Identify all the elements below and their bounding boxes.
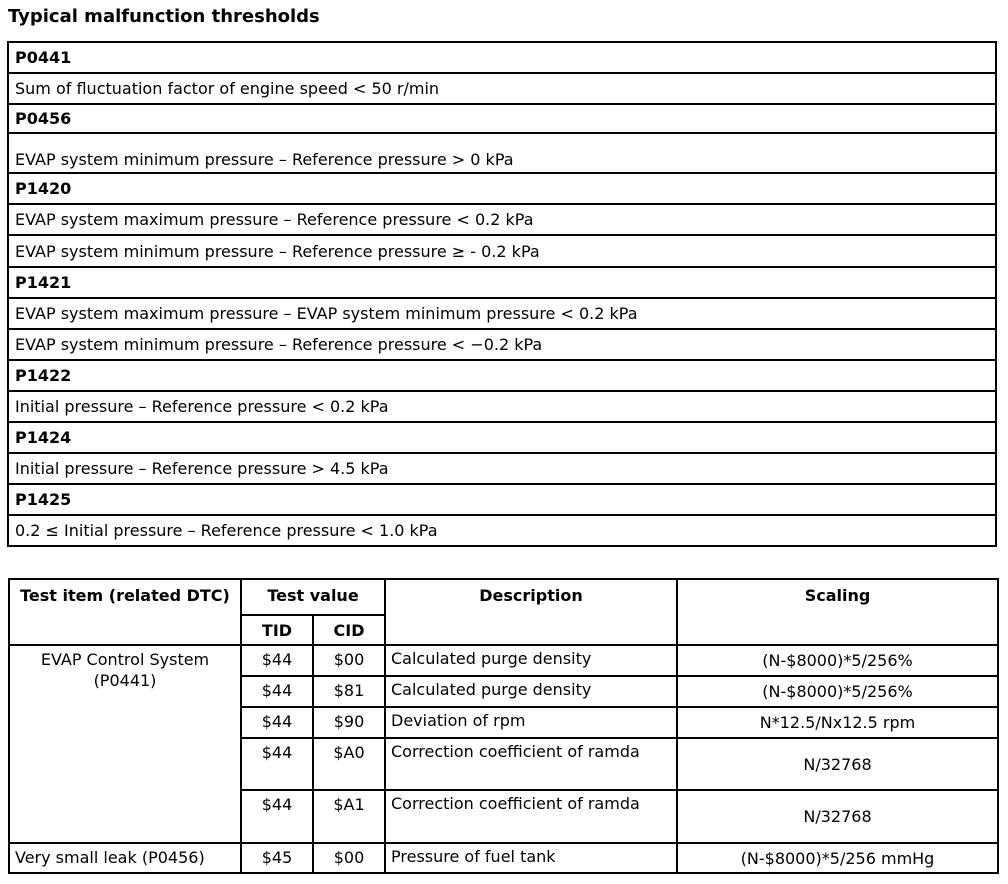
threshold-code-row (8, 422, 996, 453)
tid-cell: $44 (241, 676, 313, 707)
threshold-row (8, 453, 996, 484)
tid-cell: $44 (241, 790, 313, 843)
scaling-cell: N*12.5/Nx12.5 rpm (677, 707, 998, 738)
threshold-row (8, 204, 996, 235)
cid-header: CID (313, 615, 385, 645)
dtc-code: P1422 (8, 360, 996, 391)
scaling-header: Scaling (677, 579, 998, 645)
scaling-cell: (N-$8000)*5/256% (677, 676, 998, 707)
tid-cell: $44 (241, 645, 313, 676)
threshold-row (8, 73, 996, 104)
threshold-condition: EVAP system minimum pressure – Reference pressure ≥ - 0.2 kPa (8, 235, 996, 267)
description-cell: Calculated purge density (385, 645, 677, 676)
test-value-header: Test value (241, 579, 385, 615)
cid-cell: $81 (313, 676, 385, 707)
threshold-condition: EVAP system minimum pressure – Reference pressure > 0 kPa (8, 133, 996, 173)
header-row (9, 579, 998, 615)
dtc-code: P1424 (8, 422, 996, 453)
threshold-condition: EVAP system maximum pressure – EVAP system minimum pressure < 0.2 kPa (8, 298, 996, 329)
dtc-code: P1420 (8, 173, 996, 204)
threshold-row (8, 391, 996, 422)
table-row (9, 843, 998, 873)
threshold-code-row (8, 267, 996, 298)
scaling-cell: (N-$8000)*5/256 mmHg (677, 843, 998, 873)
test-item-cell: EVAP Control System (P0441) (9, 645, 241, 843)
dtc-code: P1425 (8, 484, 996, 515)
threshold-code-row (8, 360, 996, 391)
threshold-condition: Initial pressure – Reference pressure > 4.5 kPa (8, 453, 996, 484)
description-cell: Calculated purge density (385, 676, 677, 707)
cid-cell: $00 (313, 843, 385, 873)
threshold-condition: EVAP system maximum pressure – Reference pressure < 0.2 kPa (8, 204, 996, 235)
threshold-row (8, 133, 996, 173)
cid-cell: $A1 (313, 790, 385, 843)
tid-cell: $44 (241, 707, 313, 738)
tid-cell: $44 (241, 738, 313, 790)
dtc-code: P0456 (8, 104, 996, 133)
scaling-cell: (N-$8000)*5/256% (677, 645, 998, 676)
threshold-row (8, 298, 996, 329)
test-item-header: Test item (related DTC) (9, 579, 241, 645)
threshold-code-row (8, 42, 996, 73)
threshold-code-row (8, 484, 996, 515)
cid-cell: $90 (313, 707, 385, 738)
tid-cell: $45 (241, 843, 313, 873)
threshold-row (8, 329, 996, 360)
test-values-table (8, 578, 999, 874)
threshold-condition: 0.2 ≤ Initial pressure – Reference pressure < 1.0 kPa (8, 515, 996, 546)
description-cell: Pressure of fuel tank (385, 843, 677, 873)
threshold-row (8, 515, 996, 546)
threshold-code-row (8, 173, 996, 204)
dtc-code: P0441 (8, 42, 996, 73)
threshold-row (8, 235, 996, 267)
scaling-cell: N/32768 (677, 738, 998, 790)
threshold-condition: Initial pressure – Reference pressure < 0.2 kPa (8, 391, 996, 422)
description-cell: Correction coefficient of ramda (385, 738, 677, 790)
description-cell: Deviation of rpm (385, 707, 677, 738)
cid-cell: $00 (313, 645, 385, 676)
threshold-code-row (8, 104, 996, 133)
description-header: Description (385, 579, 677, 645)
tid-header: TID (241, 615, 313, 645)
table-row (9, 645, 998, 676)
page-title: Typical malfunction thresholds (8, 6, 320, 27)
description-cell: Correction coefficient of ramda (385, 790, 677, 843)
scaling-cell: N/32768 (677, 790, 998, 843)
threshold-condition: Sum of fluctuation factor of engine speed < 50 r/min (8, 73, 996, 104)
cid-cell: $A0 (313, 738, 385, 790)
test-item-cell: Very small leak (P0456) (9, 843, 241, 873)
dtc-code: P1421 (8, 267, 996, 298)
threshold-condition: EVAP system minimum pressure – Reference pressure < −0.2 kPa (8, 329, 996, 360)
malfunction-thresholds-table (7, 41, 997, 547)
